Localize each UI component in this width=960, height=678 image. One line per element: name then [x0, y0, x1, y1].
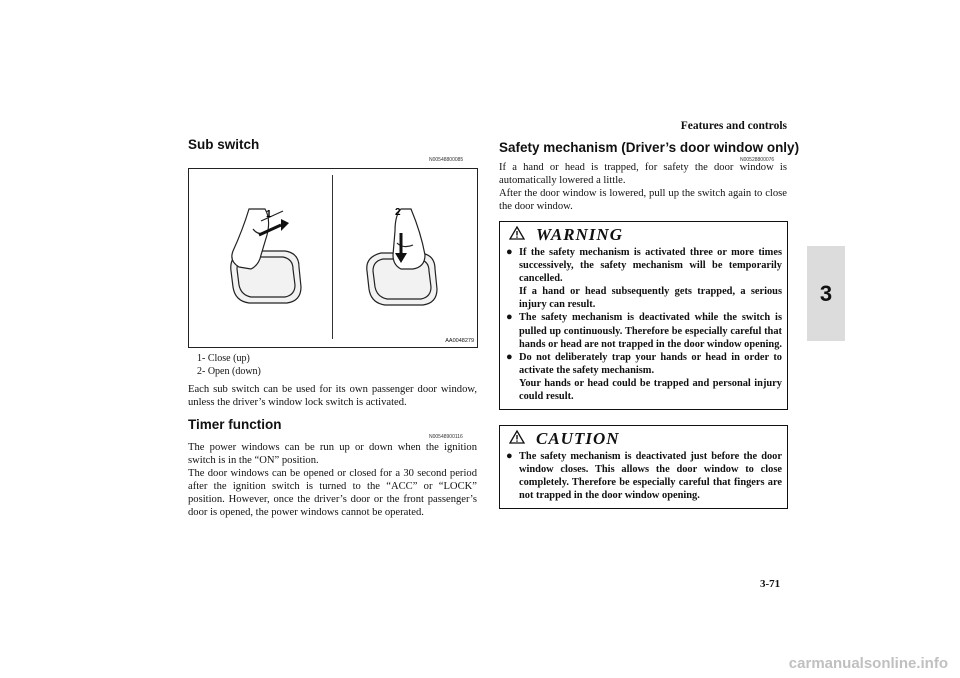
- warning-item: [506, 246, 782, 311]
- watermark: carmanualsonline.info: [788, 655, 948, 672]
- safety-heading: Safety mechanism (Driver’s door window only): [499, 140, 800, 155]
- timer-paragraph-2: The door windows can be opened or closed for a 30 second period after the ignition switch is turned to the “ACC” or “LOCK” position. However, once the driver’s door or the front passenger’s door is opened, the power windows cannot be operated.: [188, 468, 477, 519]
- close-switch-drawing: [231, 209, 301, 303]
- chapter-tab: 3: [807, 246, 845, 341]
- open-label: 2: [395, 207, 401, 218]
- legend-item: 1- Close (up): [197, 353, 250, 364]
- legend-item: 2- Open (down): [197, 366, 261, 377]
- header-title: Features and controls: [680, 120, 787, 132]
- warning-item-text: If a hand or head subsequently gets trapped, a serious injury can result.: [519, 286, 782, 311]
- warning-item-text: If the safety mechanism is activated three or more times successively, the safety mechanism will be temporarily cancelled.: [519, 247, 782, 285]
- sub-switch-illustration: [189, 169, 477, 347]
- timer-paragraph-1: The power windows can be run up or down when the ignition switch is in the “ON” position.: [188, 442, 477, 467]
- close-label: 1: [266, 209, 272, 220]
- bullet-icon: ●: [506, 246, 513, 258]
- figure-code: AA0048279: [445, 338, 474, 344]
- bullet-icon: ●: [506, 450, 513, 462]
- caution-header: [500, 426, 787, 450]
- sub-switch-heading: Sub switch: [188, 137, 260, 152]
- warning-box: [499, 221, 788, 410]
- caution-list: [500, 450, 787, 508]
- sub-switch-figure: [188, 168, 478, 348]
- timer-heading: Timer function: [188, 417, 282, 432]
- bullet-icon: ●: [506, 350, 513, 363]
- caution-item-text: The safety mechanism is deactivated just before the door window closes. This allows the door window to close completely. Therefore be especially careful that fingers are not trapped in the door window opening.: [519, 451, 782, 502]
- bullet-icon: ●: [506, 311, 513, 324]
- figure-divider: [332, 175, 333, 339]
- warning-title: WARNING: [536, 225, 623, 244]
- sub-switch-code: N00548800085: [429, 157, 464, 163]
- safety-paragraph-2: After the door window is lowered, pull up the switch again to close the door window.: [499, 188, 787, 213]
- up-arrow-head: [281, 219, 289, 231]
- sub-switch-paragraph: Each sub switch can be used for its own passenger door window, unless the driver’s window lock switch is activated.: [188, 384, 477, 409]
- page-number: 3-71: [760, 578, 781, 590]
- figure-legend: [197, 352, 261, 378]
- warning-item: [506, 311, 782, 350]
- caution-triangle-icon: [509, 430, 525, 444]
- safety-paragraph-1: If a hand or head is trapped, for safety the door window is automatically lowered a little.: [499, 162, 787, 187]
- warning-item-text: Do not deliberately trap your hands or head in order to activate the safety mechanism.: [519, 351, 782, 376]
- warning-header: [500, 222, 787, 246]
- warning-item-text: Your hands or head could be trapped and personal injury could result.: [519, 377, 782, 403]
- caution-item: [506, 450, 782, 502]
- warning-item-text: The safety mechanism is deactivated while the switch is pulled up continuously. Therefore be especially careful that hands or head are not trapped in the door window opening.: [519, 312, 782, 350]
- warning-item: [506, 351, 782, 403]
- caution-box: [499, 425, 788, 509]
- timer-code: N00548900116: [429, 434, 463, 440]
- warning-list: [500, 246, 787, 409]
- safety-code: N00528800076: [740, 157, 775, 163]
- caution-title: CAUTION: [536, 429, 620, 448]
- warning-triangle-icon: [509, 226, 525, 240]
